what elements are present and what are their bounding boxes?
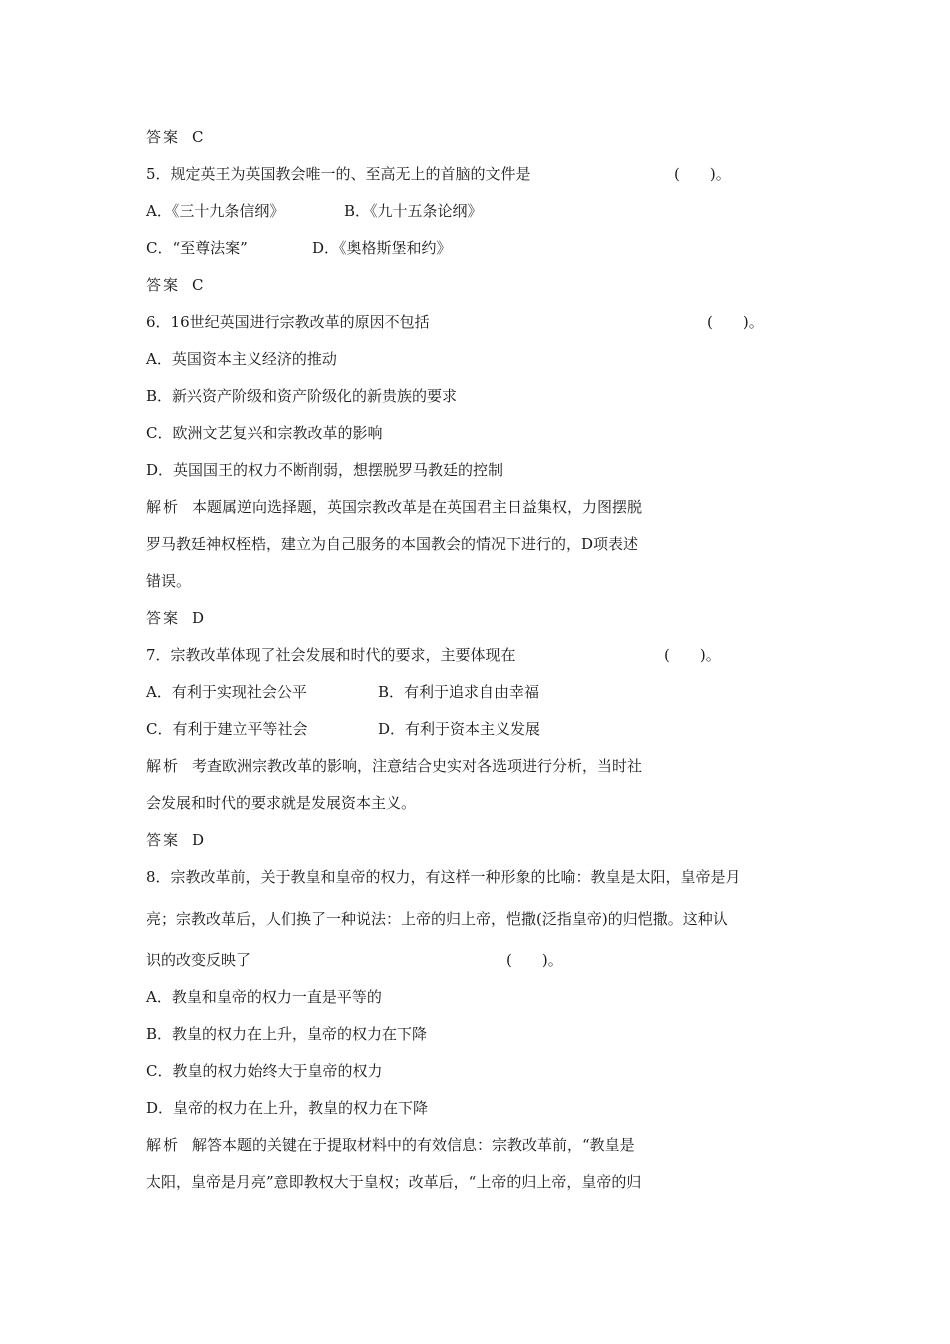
text-line	[146, 608, 204, 628]
line-text: 本题属逆向选择题，英国宗教改革是在英国君主日益集权，力图摆脱	[192, 498, 643, 516]
line-text: 5．规定英王为英国教会唯一的、至高无上的首脑的文件是	[146, 165, 531, 183]
line-text: B．教皇的权力在上升，皇帝的权力在下降	[146, 1025, 428, 1043]
text-line	[146, 164, 531, 184]
option-text: D．《奥格斯堡和约》	[312, 239, 452, 257]
line-text: 识的改变反映了	[146, 951, 252, 969]
line-text: 错误。	[146, 572, 192, 590]
option-text: B．《九十五条论纲》	[344, 202, 483, 220]
line-text: A．《三十九条信纲》	[146, 202, 285, 220]
line-text: B．新兴资产阶级和资产阶级化的新贵族的要求	[146, 387, 458, 405]
line-text: 太阳，皇帝是月亮”意即教权大于皇权；改革后，“上帝的归上帝，皇帝的归	[146, 1173, 642, 1191]
answer-blank: ( )。	[664, 646, 721, 664]
section-label: 解析	[146, 757, 181, 775]
line-text: C	[192, 276, 204, 294]
text-line	[146, 386, 457, 406]
line-text: 罗马教廷神权桎梏，建立为自己服务的本国教会的情况下进行的，D项表述	[146, 535, 639, 553]
text-line	[146, 1024, 427, 1044]
line-text: C	[192, 128, 204, 146]
line-text: 7．宗教改革体现了社会发展和时代的要求，主要体现在	[146, 646, 516, 664]
line-text: 6．16世纪英国进行宗教改革的原因不包括	[146, 313, 430, 331]
text-line	[146, 423, 382, 443]
text-line	[146, 1135, 635, 1155]
text-line	[146, 1098, 428, 1118]
line-text: A．英国资本主义经济的推动	[146, 350, 337, 368]
answer-blank: ( )。	[707, 313, 764, 331]
text-line	[146, 909, 728, 929]
text-line	[146, 312, 430, 332]
line-text: 会发展和时代的要求就是发展资本主义。	[146, 794, 417, 812]
line-text: A．有利于实现社会公平	[146, 683, 307, 701]
text-line	[146, 349, 337, 369]
section-label: 答案	[146, 128, 181, 146]
line-text: 考查欧洲宗教改革的影响，注意结合史实对各选项进行分析，当时社	[192, 757, 643, 775]
text-line	[146, 987, 382, 1007]
text-line	[146, 793, 416, 813]
option-text: B．有利于追求自由幸福	[378, 683, 540, 701]
text-line	[146, 571, 191, 591]
text-line	[146, 719, 307, 739]
option-text: D．有利于资本主义发展	[378, 720, 541, 738]
section-label: 答案	[146, 831, 181, 849]
line-text: C．教皇的权力始终大于皇帝的权力	[146, 1062, 383, 1080]
text-line	[146, 275, 204, 295]
section-label: 答案	[146, 276, 181, 294]
text-line	[146, 127, 204, 147]
line-text: A．教皇和皇帝的权力一直是平等的	[146, 988, 382, 1006]
text-line	[146, 497, 642, 517]
answer-blank: ( )。	[674, 165, 731, 183]
text-line	[146, 1061, 382, 1081]
text-line	[146, 460, 503, 480]
text-line	[146, 756, 642, 776]
line-text: D．皇帝的权力在上升，教皇的权力在下降	[146, 1099, 429, 1117]
text-line	[146, 950, 251, 970]
line-text: D	[192, 831, 205, 849]
text-line	[146, 238, 248, 258]
line-text: 解答本题的关键在于提取材料中的有效信息：宗教改革前，“教皇是	[192, 1136, 635, 1154]
text-line	[146, 867, 741, 887]
line-text: C．欧洲文艺复兴和宗教改革的影响	[146, 424, 383, 442]
section-label: 答案	[146, 609, 181, 627]
answer-blank: ( )。	[506, 951, 563, 969]
text-line	[146, 1172, 641, 1192]
text-line	[146, 201, 284, 221]
line-text: C．“至尊法案”	[146, 239, 248, 257]
section-label: 解析	[146, 498, 181, 516]
line-text: 亮；宗教改革后，人们换了一种说法：上帝的归上帝，恺撒(泛指皇帝)的归恺撒。这种认	[146, 910, 728, 928]
line-text: 8．宗教改革前，关于教皇和皇帝的权力，有这样一种形象的比喻：教皇是太阳，皇帝是月	[146, 868, 741, 886]
text-line	[146, 534, 638, 554]
text-line	[146, 682, 307, 702]
line-text: D．英国国王的权力不断削弱，想摆脱罗马教廷的控制	[146, 461, 504, 479]
text-line	[146, 645, 516, 665]
text-line	[146, 830, 204, 850]
line-text: C．有利于建立平等社会	[146, 720, 308, 738]
section-label: 解析	[146, 1136, 181, 1154]
line-text: D	[192, 609, 205, 627]
